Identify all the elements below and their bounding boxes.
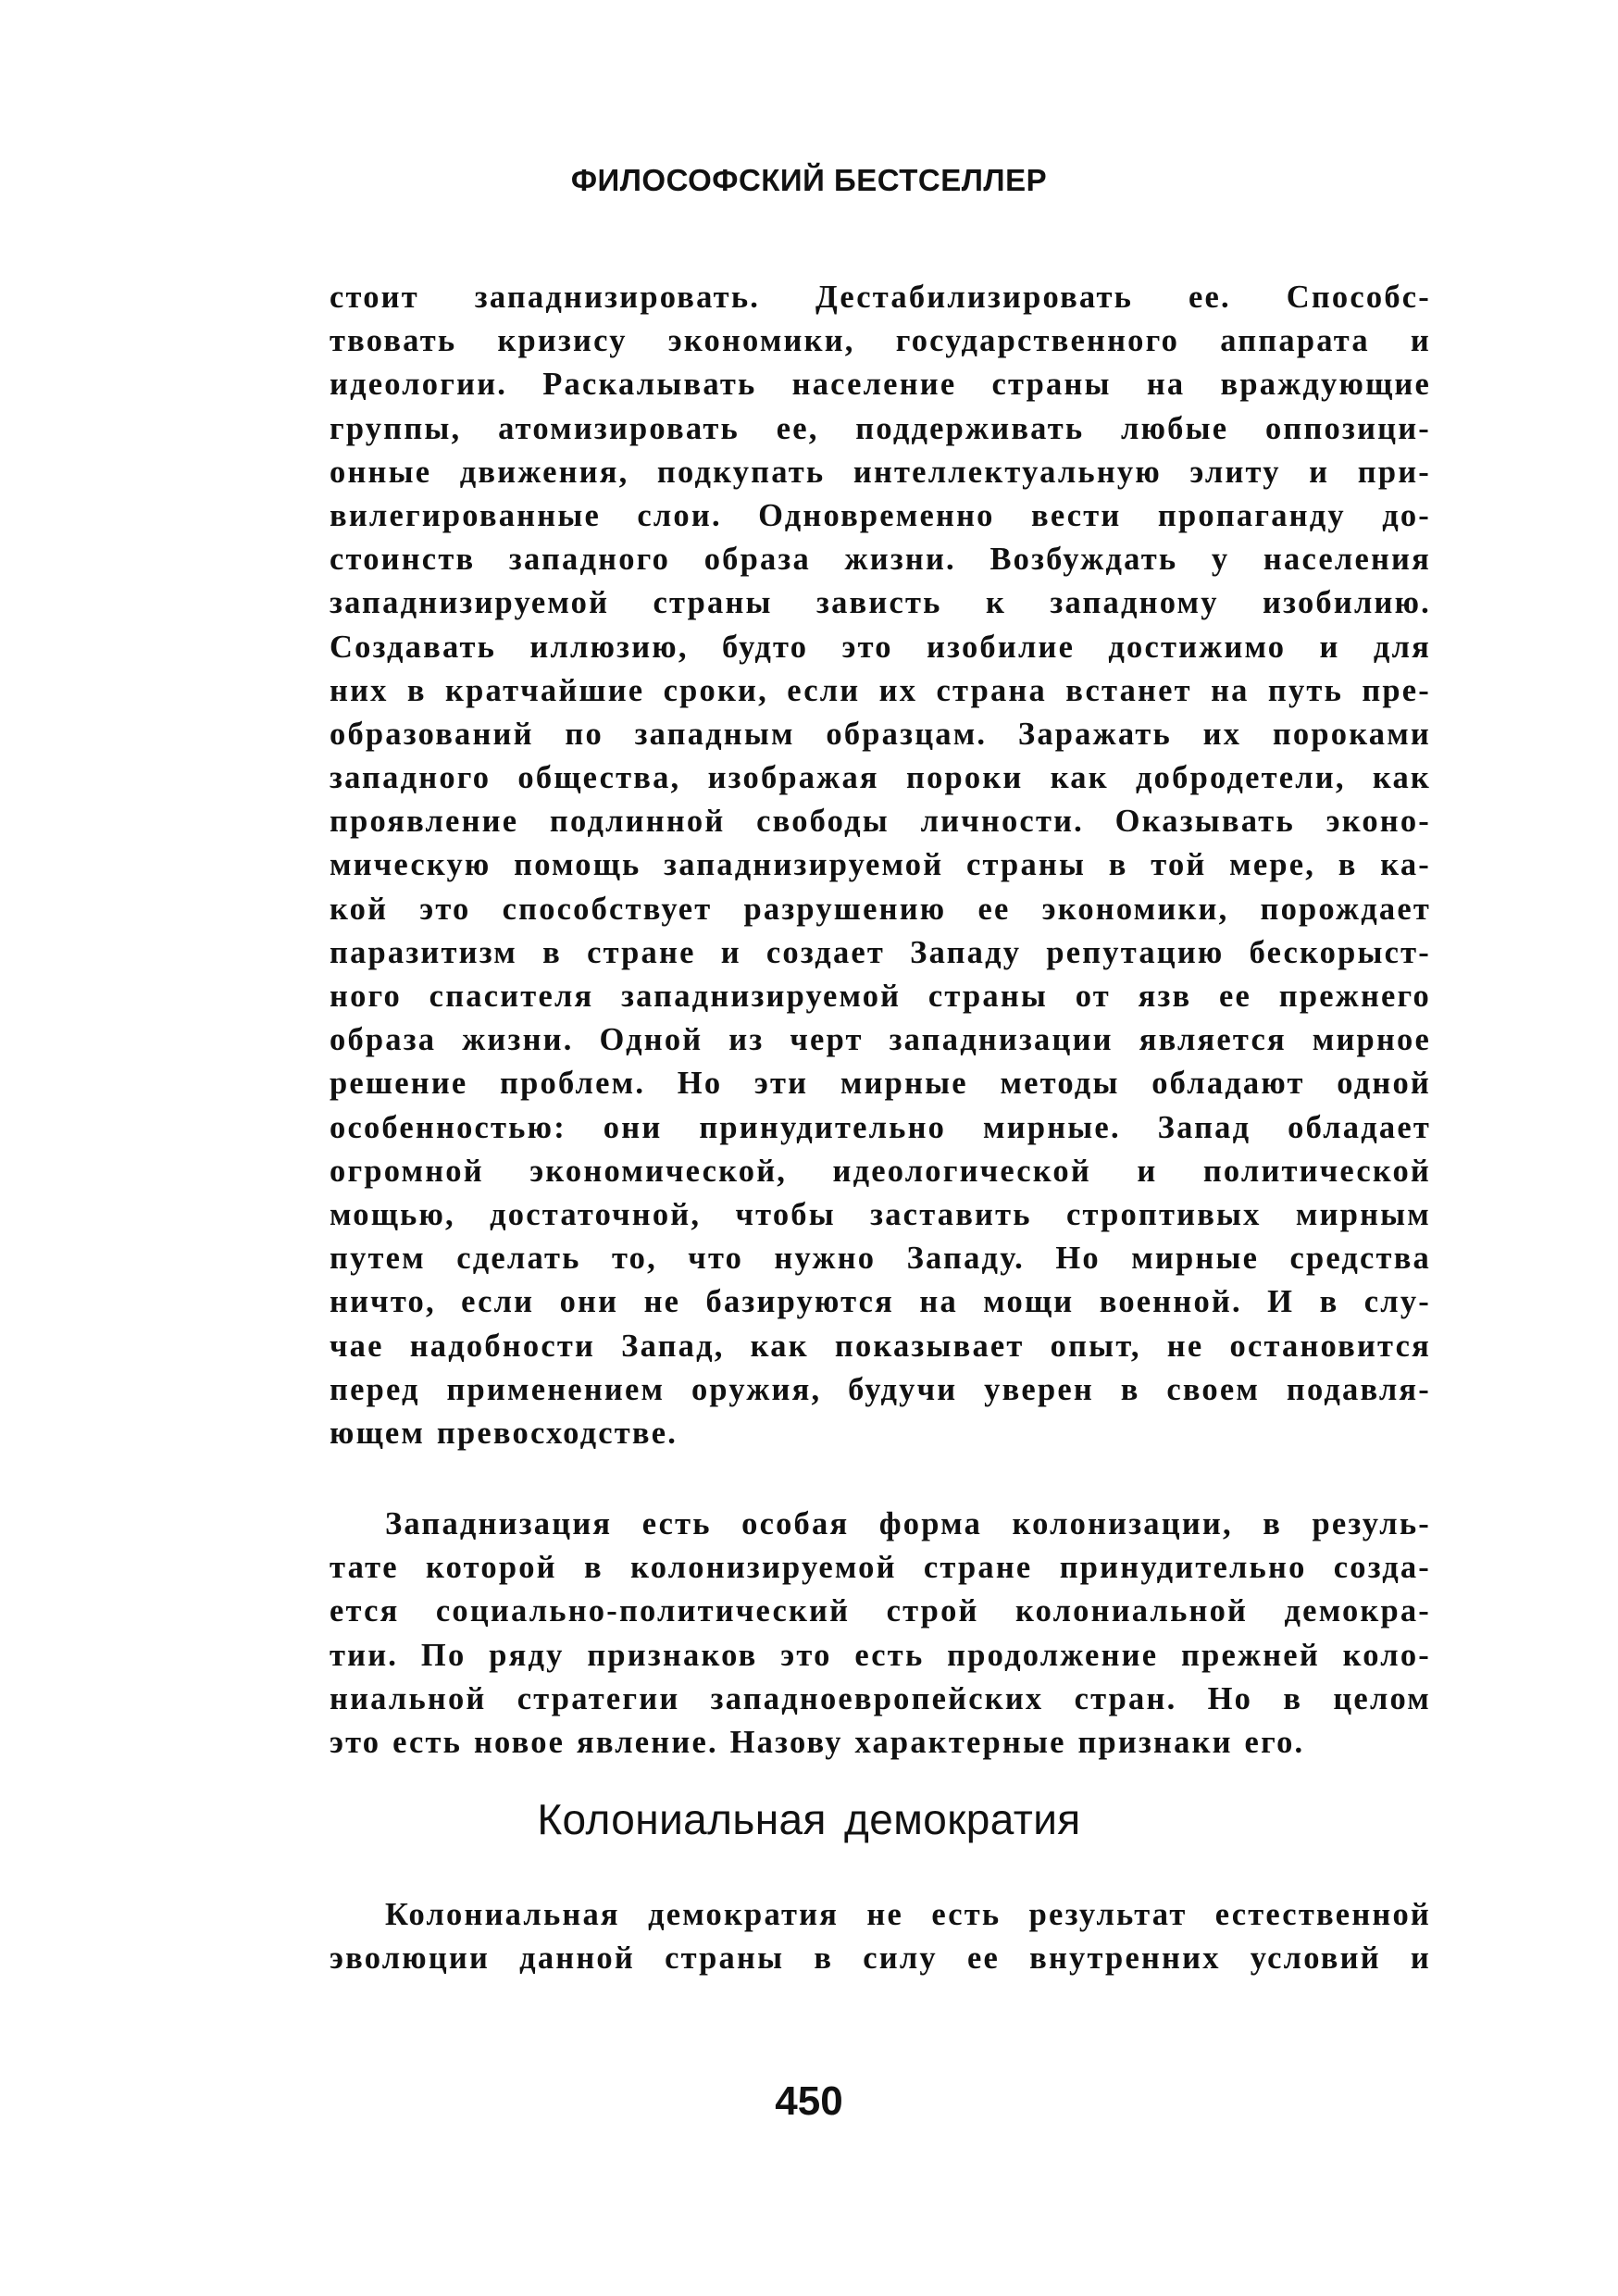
text-line: стоит западнизировать. Дестабилизировать ее. Способс- (330, 280, 1431, 315)
text-line: тате которой в колонизируемой стране принудительно созда- (330, 1550, 1431, 1586)
text-line: онные движения, подкупать интеллектуальную элиту и при- (330, 454, 1431, 490)
text-line: это есть новое явление. Назову характерные признаки его. (330, 1724, 1305, 1760)
text-line: стоинств западного образа жизни. Возбуждать у населения (330, 542, 1431, 578)
text-line: решение проблем. Но эти мирные методы обладают одной (330, 1066, 1431, 1102)
running-header: ФИЛОСОФСКИЙ БЕСТСЕЛЛЕР (570, 163, 1048, 197)
text-line: путем сделать то, что нужно Западу. Но мирные средства (330, 1241, 1431, 1277)
text-line: вилегированные слои. Одновременно вести пропаганду до- (330, 497, 1431, 533)
text-line: огромной экономической, идеологической и политической (330, 1153, 1431, 1189)
text-line: мическую помощь западнизируемой страны в той мере, в ка- (330, 847, 1431, 883)
text-line: ного спасителя западнизируемой страны от язв ее прежнего (330, 979, 1431, 1014)
text-line: эволюции данной страны в силу ее внутренних условий и (330, 1940, 1431, 1977)
text-line: Колониальная демократия не есть результат естественной (385, 1897, 1431, 1932)
text-line: мощью, достаточной, чтобы заставить строптивых мирным (330, 1196, 1431, 1232)
paragraph-colonial-democracy (330, 1893, 1431, 1980)
text-line: твовать кризису экономики, государственного аппарата и (330, 323, 1431, 359)
text-line: западнизируемой страны зависть к западному изобилию. (330, 585, 1431, 621)
text-line: ниальной стратегии западноевропейских стран. Но в целом (330, 1680, 1431, 1716)
text-line: проявление подлинной свободы личности. Оказывать эконо- (330, 804, 1431, 840)
text-line: особенностью: они принудительно мирные. Запад обладает (330, 1109, 1431, 1145)
text-line: ющем превосходстве. (330, 1415, 678, 1451)
paragraph-continuation (330, 276, 1431, 1455)
text-line: образований по западным образцам. Заражать их пороками (330, 716, 1431, 752)
paragraph-westernization (330, 1503, 1431, 1765)
text-line: чае надобности Запад, как показывает опыт, не остановится (330, 1328, 1431, 1364)
text-line: перед применением оружия, будучи уверен в своем подавля- (330, 1371, 1431, 1407)
text-line: ничто, если они не базируются на мощи военной. И в слу- (330, 1284, 1431, 1320)
text-line: тии. По ряду признаков это есть продолжение прежней коло- (330, 1637, 1431, 1673)
text-line: ется социально-политический строй колониальной демокра- (330, 1593, 1431, 1629)
text-line: западного общества, изображая пороки как добродетели, как (330, 760, 1431, 796)
text-line: паразитизм в стране и создает Западу репутацию бескорыст- (330, 934, 1431, 970)
text-line: Создавать иллюзию, будто это изобилие достижимо и для (330, 629, 1431, 665)
page-number: 450 (775, 2078, 843, 2124)
section-heading: Колониальная демократия (537, 1795, 1081, 1843)
text-line: группы, атомизировать ее, поддерживать любые оппозици- (330, 410, 1431, 446)
text-line: них в кратчайшие сроки, если их страна встанет на путь пре- (330, 672, 1431, 708)
text-line: идеологии. Раскалывать население страны на враждующие (330, 367, 1431, 403)
text-line: кой это способствует разрушению ее экономики, порождает (330, 891, 1431, 927)
text-line: образа жизни. Одной из черт западнизации является мирное (330, 1022, 1431, 1058)
text-line: Западнизация есть особая форма колонизации, в резуль- (385, 1506, 1431, 1541)
